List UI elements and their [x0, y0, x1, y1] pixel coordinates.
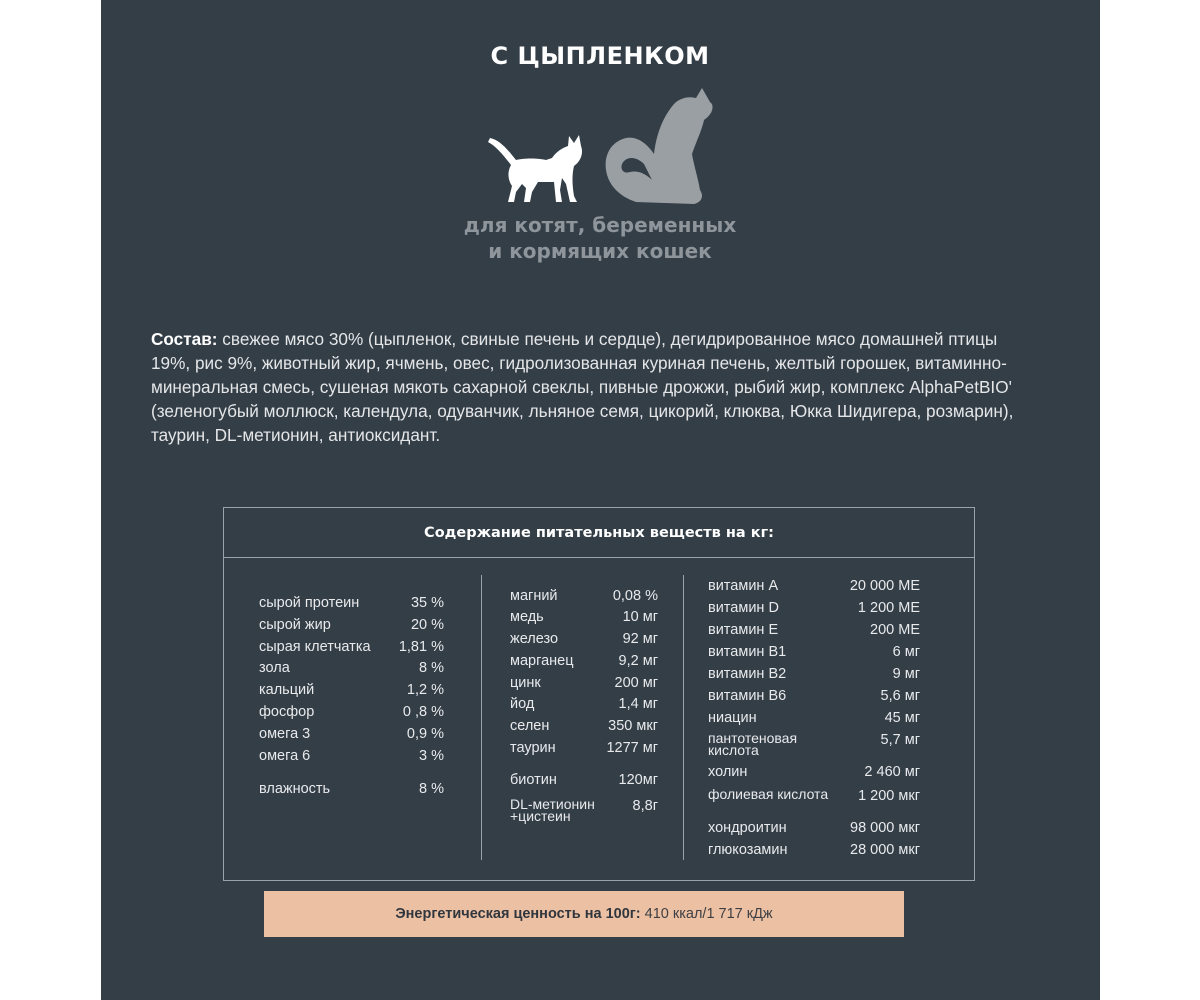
nutrient-row — [708, 622, 920, 638]
nutrient-name: зола — [259, 660, 290, 676]
nutrient-row — [708, 578, 920, 594]
nutrient-name: глюкозамин — [708, 842, 788, 858]
nutrient-value: 5,7 мг — [880, 732, 920, 748]
nutrient-row — [259, 781, 444, 797]
nutrient-value: 8 % — [419, 660, 444, 676]
nutrient-name: селен — [510, 718, 550, 734]
nutrient-name: пантотеновая кислота — [708, 730, 798, 758]
product-title: С ЦЫПЛЕНКОМ — [490, 42, 710, 70]
column-divider — [481, 575, 482, 860]
nutrient-row — [510, 740, 658, 756]
nutrient-value: 1 200 мкг — [858, 788, 920, 804]
nutrient-value: 1 200 МЕ — [857, 600, 920, 616]
nutrient-row — [510, 609, 658, 625]
nutrient-name: холин — [708, 764, 748, 780]
nutrient-name: йод — [510, 696, 535, 712]
nutrient-name: медь — [510, 609, 544, 625]
subtitle-line-2: и кормящих кошек — [488, 239, 712, 263]
nutrient-row — [259, 726, 444, 742]
nutrient-name: витамин D — [708, 600, 779, 616]
nutrient-name: омега 3 — [259, 726, 311, 742]
nutrient-value: 1,2 % — [406, 682, 444, 698]
nutrient-row — [708, 600, 920, 616]
nutrient-row — [510, 696, 658, 712]
nutrient-row — [510, 653, 658, 669]
nutrient-value: 45 мг — [884, 710, 920, 726]
nutrient-row — [708, 732, 920, 758]
nutrient-name: фолиевая кислота — [708, 786, 829, 802]
nutrient-value: 120мг — [618, 772, 658, 788]
nutrient-table-header: Содержание питательных веществ на кг: — [224, 508, 974, 558]
nutrient-row — [708, 666, 920, 682]
nutrient-row — [259, 595, 444, 611]
nutrient-row — [708, 842, 920, 858]
nutrient-row — [259, 704, 444, 720]
nutrient-value: 20 000 МЕ — [849, 578, 920, 594]
nutrient-value: 1,81 % — [398, 639, 444, 655]
cat-illustration — [486, 84, 716, 209]
nutrient-value: 8 % — [419, 781, 444, 797]
energy-label: Энергетическая ценность на 100г: — [395, 906, 641, 922]
nutrient-name: витамин Е — [708, 622, 779, 638]
nutrient-value: 200 МЕ — [870, 622, 920, 638]
nutrient-name: витамин В2 — [708, 666, 787, 682]
nutrient-row — [510, 772, 658, 788]
nutrient-row — [708, 820, 920, 836]
nutrient-row — [259, 748, 444, 764]
nutrient-value: 9,2 мг — [618, 653, 658, 669]
nutrient-name: марганец — [510, 653, 574, 669]
nutrient-value: 20 % — [410, 617, 444, 633]
nutrient-row — [510, 588, 658, 604]
energy-value: 410 ккал/1 717 кДж — [640, 906, 773, 922]
nutrient-value: 98 000 мкг — [850, 820, 920, 836]
nutrient-name: омега 6 — [259, 748, 311, 764]
nutrient-row — [708, 688, 920, 704]
nutrient-name: таурин — [510, 740, 556, 756]
nutrient-name: цинк — [510, 675, 541, 691]
target-audience — [0, 212, 1200, 264]
nutrient-name: сырая клетчатка — [259, 639, 371, 655]
energy-value-band — [264, 891, 904, 937]
composition-text — [151, 327, 1041, 447]
nutrient-row — [259, 682, 444, 698]
nutrient-value: 1277 мг — [606, 740, 658, 756]
nutrient-name: фосфор — [259, 704, 315, 720]
composition-body: свежее мясо 30% (цыпленок, свиные печень и сердце), дегидрированное мясо домашней птицы 19%, рис 9%, животный жир, ячмень, овес, гидролизованная куриная печень, желтый горошек, витаминно-минеральная смесь, сушеная мякоть сахарной свеклы, пивные дрожжи, рыбий жир, комплекс AlphaPetBIO' (зеленогубый моллюск, календула, одуванчик, льняное семя, цикорий, клюква, Юкка Шидигера, розмарин), таурин, DL-метионин, антиоксидант. — [151, 329, 1014, 445]
nutrient-value: 10 мг — [622, 609, 658, 625]
kitten-icon — [486, 130, 586, 206]
nutrient-name: витамин В6 — [708, 688, 787, 704]
nutrient-name: влажность — [259, 781, 331, 797]
nutrient-value: 5,6 мг — [880, 688, 920, 704]
nutrient-table — [223, 507, 975, 881]
nutrient-value: 6 мг — [892, 644, 920, 660]
nutrient-name: хондроитин — [708, 820, 787, 836]
nutrient-value: 350 мкг — [608, 718, 658, 734]
nutrient-value: 28 000 мкг — [850, 842, 920, 858]
nutrient-row — [510, 631, 658, 647]
nutrient-row — [259, 617, 444, 633]
nutrient-name: магний — [510, 588, 558, 604]
nutrient-name: витамин В1 — [708, 644, 787, 660]
nutrient-value: 200 мг — [614, 675, 658, 691]
subtitle-line-1: для котят, беременных — [463, 213, 737, 237]
nutrient-row — [708, 764, 920, 780]
nutrient-row — [708, 710, 920, 726]
nutrient-value: 1,4 мг — [618, 696, 658, 712]
nutrient-row — [510, 798, 658, 824]
nutrient-value: 92 мг — [622, 631, 658, 647]
nutrient-name: ниацин — [708, 710, 757, 726]
nutrient-row — [259, 639, 444, 655]
nutrient-row — [708, 788, 920, 814]
adult-cat-icon — [598, 84, 716, 206]
nutrient-name: биотин — [510, 772, 557, 788]
nutrient-name: DL-метионин +цистеин — [510, 796, 595, 824]
nutrient-value: 0,9 % — [406, 726, 444, 742]
nutrient-value: 35 % — [410, 595, 444, 611]
nutrient-value: 3 % — [419, 748, 444, 764]
nutrient-value: 0,08 % — [612, 588, 658, 604]
composition-label: Состав: — [151, 329, 218, 349]
nutrient-value: 9 мг — [892, 666, 920, 682]
nutrient-name: сырой жир — [259, 617, 331, 633]
nutrient-row — [510, 675, 658, 691]
nutrient-name: кальций — [259, 682, 315, 698]
nutrient-value: 0 ,8 % — [402, 704, 444, 720]
nutrient-row — [259, 660, 444, 676]
nutrient-row — [510, 718, 658, 734]
nutrient-name: витамин А — [708, 578, 779, 594]
nutrient-value: 8,8г — [632, 798, 658, 814]
column-divider — [683, 575, 684, 860]
nutrient-row — [708, 644, 920, 660]
nutrient-name: сырой протеин — [259, 595, 360, 611]
nutrient-name: железо — [510, 631, 559, 647]
nutrient-value: 2 460 мг — [864, 764, 920, 780]
